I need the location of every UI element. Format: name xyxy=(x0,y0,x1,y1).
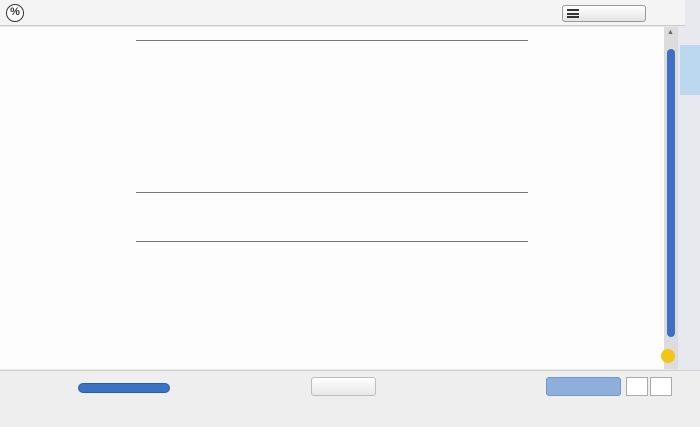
list-icon xyxy=(567,9,579,18)
header-bar xyxy=(0,0,685,26)
check-answer-button[interactable] xyxy=(546,377,621,396)
top-table-rule xyxy=(136,40,528,41)
clear-all-button[interactable] xyxy=(311,377,376,396)
side-strip xyxy=(680,45,700,95)
question-help-button[interactable] xyxy=(562,5,646,22)
scrollbar-thumb[interactable] xyxy=(667,49,675,337)
prev-button[interactable] xyxy=(626,377,648,396)
next-button[interactable] xyxy=(650,377,672,396)
scroll-up-icon[interactable]: ▲ xyxy=(667,29,674,36)
scrollbar[interactable] xyxy=(664,27,678,369)
help-icon[interactable] xyxy=(661,349,675,363)
bottom-table-header-rule xyxy=(136,241,528,242)
progress-bar xyxy=(78,383,170,393)
problem-logo-icon: % xyxy=(6,4,24,22)
bottom-table-top-rule xyxy=(136,192,528,193)
problem-content xyxy=(0,27,664,369)
